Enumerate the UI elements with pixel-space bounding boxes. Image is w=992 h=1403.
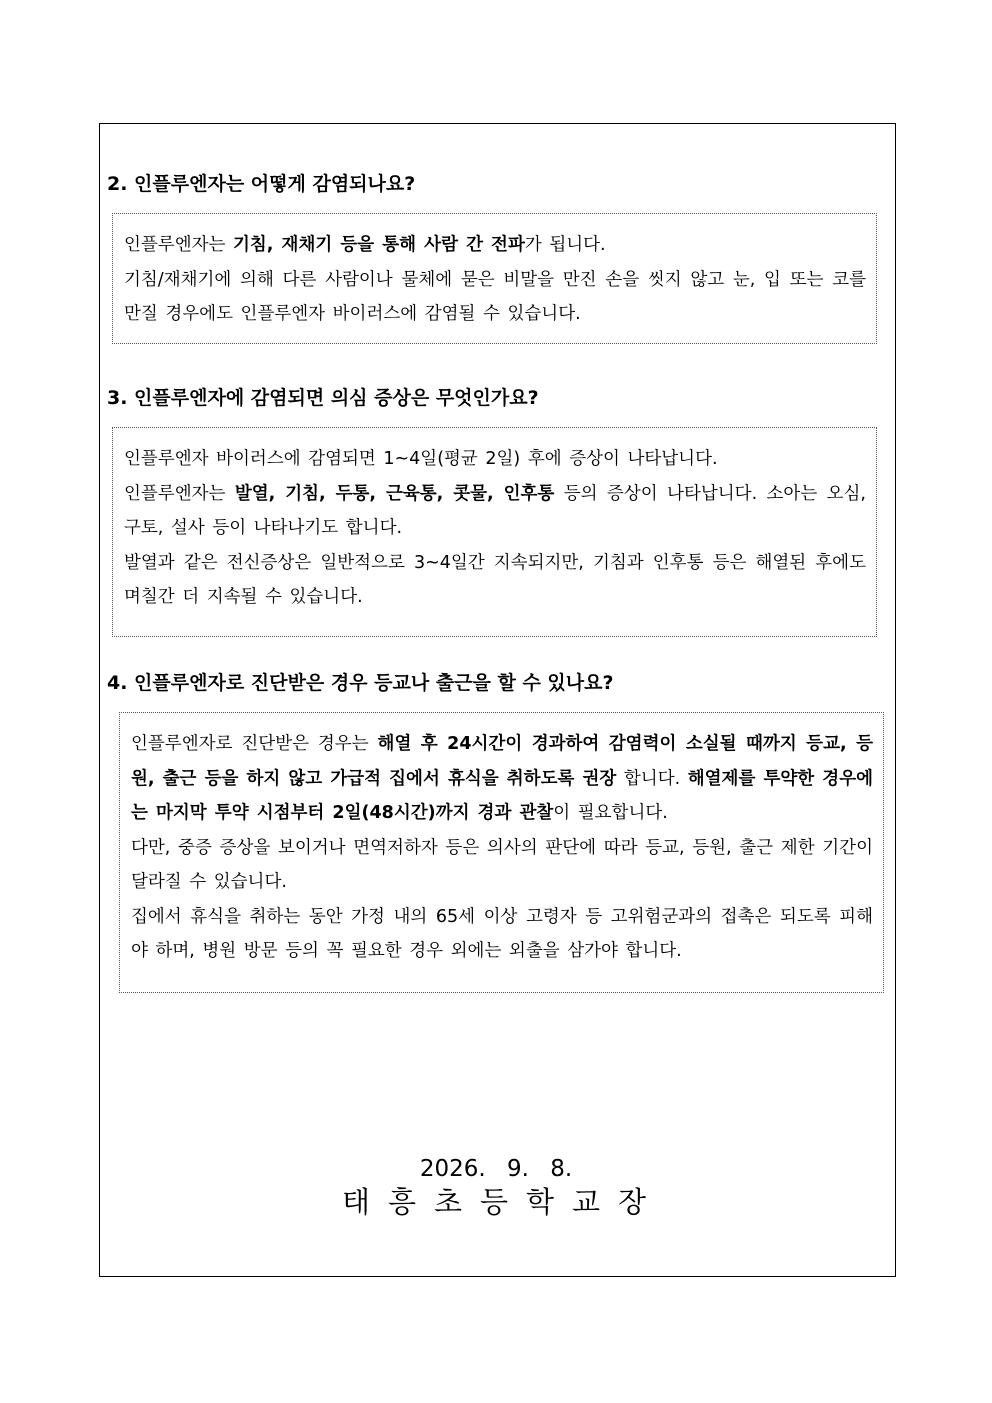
answer-paragraph bbox=[131, 900, 873, 969]
answer-box-3 bbox=[112, 427, 877, 637]
answer-paragraph bbox=[124, 228, 866, 263]
text-run: 가 됩니다. bbox=[524, 235, 606, 255]
text-run: 집에서 휴식을 취하는 동안 가정 내의 65세 이상 고령자 등 고위험군과의 접촉은 되도록 피해야 하며, 병원 방문 등의 꼭 필요한 경우 외에는 외출을 삼가야 합니다. bbox=[131, 906, 873, 961]
answer-paragraph bbox=[124, 442, 866, 477]
answer-paragraph bbox=[124, 263, 866, 332]
answer-box-2 bbox=[112, 213, 877, 344]
section-heading-3: 3. 인플루엔자에 감염되면 의심 증상은 무엇인가요? bbox=[107, 387, 539, 409]
section-heading-4: 4. 인플루엔자로 진단받은 경우 등교나 출근을 할 수 있나요? bbox=[107, 672, 614, 694]
answer-paragraph bbox=[131, 831, 873, 900]
answer-box-4 bbox=[119, 712, 884, 993]
answer-paragraph bbox=[131, 727, 873, 831]
text-run: 인플루엔자 바이러스에 감염되면 1~4일(평균 2일) 후에 증상이 나타납니다. bbox=[124, 449, 718, 469]
text-run: 인플루엔자는 bbox=[124, 235, 233, 255]
text-run: 이 필요합니다. bbox=[553, 803, 668, 823]
emphasis-text: 발열, 기침, 두통, 근육통, 콧물, 인후통 bbox=[234, 483, 555, 504]
issue-date: 2026. 9. 8. bbox=[419, 1156, 573, 1182]
text-run: 합니다. bbox=[616, 768, 688, 789]
text-run: 다만, 중증 증상을 보이거나 면역저하자 등은 의사의 판단에 따라 등교, 등원, 출근 제한 기간이 달라질 수 있습니다. bbox=[131, 837, 873, 892]
emphasis-text: 기침, 재채기 등을 통해 사람 간 전파 bbox=[233, 235, 525, 255]
text-run: 기침/재채기에 의해 다른 사람이나 물체에 묻은 비말을 만진 손을 씻지 않고 눈, 입 또는 코를 만질 경우에도 인플루엔자 바이러스에 감염될 수 있습니다. bbox=[124, 269, 866, 324]
text-run: 인플루엔자는 bbox=[124, 483, 235, 504]
text-run: 인플루엔자로 진단받은 경우는 bbox=[131, 734, 378, 754]
section-heading-2: 2. 인플루엔자는 어떻게 감염되나요? bbox=[107, 173, 416, 195]
emphasis-text: 해열제를 투약한 경우에는 마지막 투약 시점부터 2일(48시간)까지 경과 관찰 bbox=[131, 768, 874, 823]
answer-paragraph bbox=[124, 477, 866, 546]
signer-name: 태흥초등학교장 bbox=[341, 1185, 665, 1219]
text-run: 발열과 같은 전신증상은 일반적으로 3~4일간 지속되지만, 기침과 인후통 등은 해열된 후에도 며칠간 더 지속될 수 있습니다. bbox=[124, 552, 866, 607]
emphasis-text: 해열 후 24시간이 경과하여 감염력이 소실될 때까지 등교, 등원, 출근 등을 하지 않고 가급적 집에서 휴식을 취하도록 권장 bbox=[131, 734, 873, 789]
text-run: 등의 증상이 나타납니다. 소아는 오심, 구토, 설사 등이 나타나기도 합니다. bbox=[124, 483, 866, 538]
answer-paragraph bbox=[124, 546, 866, 615]
